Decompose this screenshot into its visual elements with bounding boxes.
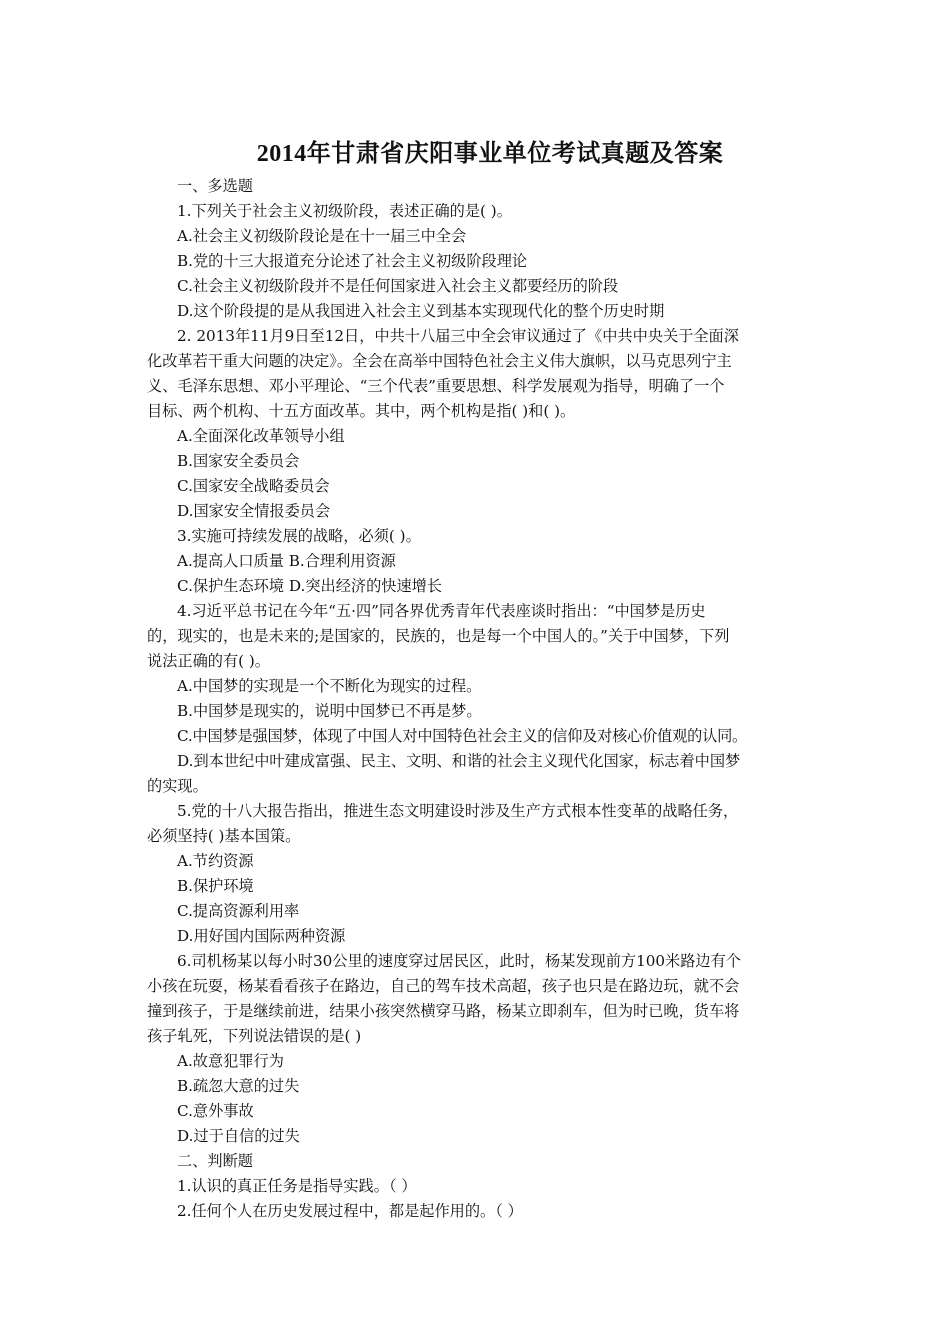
- question-6-line-3: 撞到孩子，于是继续前进，结果小孩突然横穿马路，杨某立即刹车，但为时已晚，货车将: [147, 1002, 740, 1020]
- question-1-option-c: C.社会主义初级阶段并不是任何国家进入社会主义都要经历的阶段: [177, 277, 619, 295]
- question-6-option-d: D.过于自信的过失: [177, 1127, 300, 1145]
- document-body: [147, 174, 807, 1224]
- question-2-line-3: 义、毛泽东思想、邓小平理论、“三个代表”重要思想、科学发展观为指导，明确了一个: [147, 377, 725, 395]
- question-3-options-cd: C.保护生态环境 D.突出经济的快速增长: [177, 577, 443, 595]
- question-5-option-b: B.保护环境: [177, 877, 254, 895]
- question-5-line-1: 5.党的十八大报告指出，推进生态文明建设时涉及生产方式根本性变革的战略任务，: [177, 802, 739, 820]
- question-5-option-a: A.节约资源: [177, 852, 254, 870]
- question-2-line-4: 目标、两个机构、十五方面改革。其中，两个机构是指( )和( )。: [147, 402, 576, 420]
- question-4-line-1: 4.习近平总书记在今年“五·四”同各界优秀青年代表座谈时指出：“中国梦是历史: [177, 602, 706, 620]
- question-1-option-d: D.这个阶段提的是从我国进入社会主义到基本实现现代化的整个历史时期: [177, 302, 665, 320]
- question-2-line-1: 2. 2013年11月9日至12日，中共十八届三中全会审议通过了《中共中央关于全面深: [177, 327, 739, 345]
- section-heading-true-false: 二、判断题: [177, 1152, 253, 1170]
- question-4-option-d-line-1: D.到本世纪中叶建成富强、民主、文明、和谐的社会主义现代化国家，标志着中国梦: [177, 752, 741, 770]
- judgment-question-1: 1.认识的真正任务是指导实践。（ ）: [177, 1177, 417, 1195]
- section-heading-multiple-choice: 一、多选题: [177, 177, 253, 195]
- question-5-option-d: D.用好国内国际两种资源: [177, 927, 346, 945]
- question-1-option-b: B.党的十三大报道充分论述了社会主义初级阶段理论: [177, 252, 528, 270]
- question-2-option-c: C.国家安全战略委员会: [177, 477, 330, 495]
- question-2-line-2: 化改革若干重大问题的决定》。全会在高举中国特色社会主义伟大旗帜，以马克思列宁主: [147, 352, 732, 370]
- question-2-option-a: A.全面深化改革领导小组: [177, 427, 345, 445]
- question-6-line-2: 小孩在玩耍，杨某看看孩子在路边，自己的驾车技术高超，孩子也只是在路边玩，就不会: [147, 977, 740, 995]
- question-5-line-2: 必须坚持( )基本国策。: [147, 827, 301, 845]
- question-2-option-b: B.国家安全委员会: [177, 452, 300, 470]
- question-2-option-d: D.国家安全情报委员会: [177, 502, 331, 520]
- document-title: 2014年甘肃省庆阳事业单位考试真题及答案: [256, 141, 724, 167]
- question-6-line-4: 孩子轧死，下列说法错误的是( ): [147, 1027, 362, 1045]
- question-5-option-c: C.提高资源利用率: [177, 902, 300, 920]
- question-4-option-d-line-2: 的实现。: [147, 777, 208, 795]
- question-3-stem: 3.实施可持续发展的战略，必须( )。: [177, 527, 421, 545]
- question-1-option-a: A.社会主义初级阶段论是在十一届三中全会: [177, 227, 467, 245]
- question-4-option-a: A.中国梦的实现是一个不断化为现实的过程。: [177, 677, 482, 695]
- question-6-option-c: C.意外事故: [177, 1102, 254, 1120]
- question-4-option-c: C.中国梦是强国梦，体现了中国人对中国特色社会主义的信仰及对核心价值观的认同。: [177, 727, 748, 745]
- question-6-line-1: 6.司机杨某以每小时30公里的速度穿过居民区，此时，杨某发现前方100米路边有个: [177, 952, 741, 970]
- judgment-question-2: 2.任何个人在历史发展过程中，都是起作用的。（ ）: [177, 1202, 523, 1220]
- question-6-option-b: B.疏忽大意的过失: [177, 1077, 300, 1095]
- question-4-line-2: 的，现实的，也是未来的;是国家的，民族的，也是每一个中国人的。”关于中国梦，下列: [147, 627, 730, 645]
- question-6-option-a: A.故意犯罪行为: [177, 1052, 284, 1070]
- question-4-line-3: 说法正确的有( )。: [147, 652, 270, 670]
- question-4-option-b: B.中国梦是现实的，说明中国梦已不再是梦。: [177, 702, 482, 720]
- question-1-stem: 1.下列关于社会主义初级阶段，表述正确的是( )。: [177, 202, 512, 220]
- question-3-options-ab: A.提高人口质量 B.合理利用资源: [177, 552, 396, 570]
